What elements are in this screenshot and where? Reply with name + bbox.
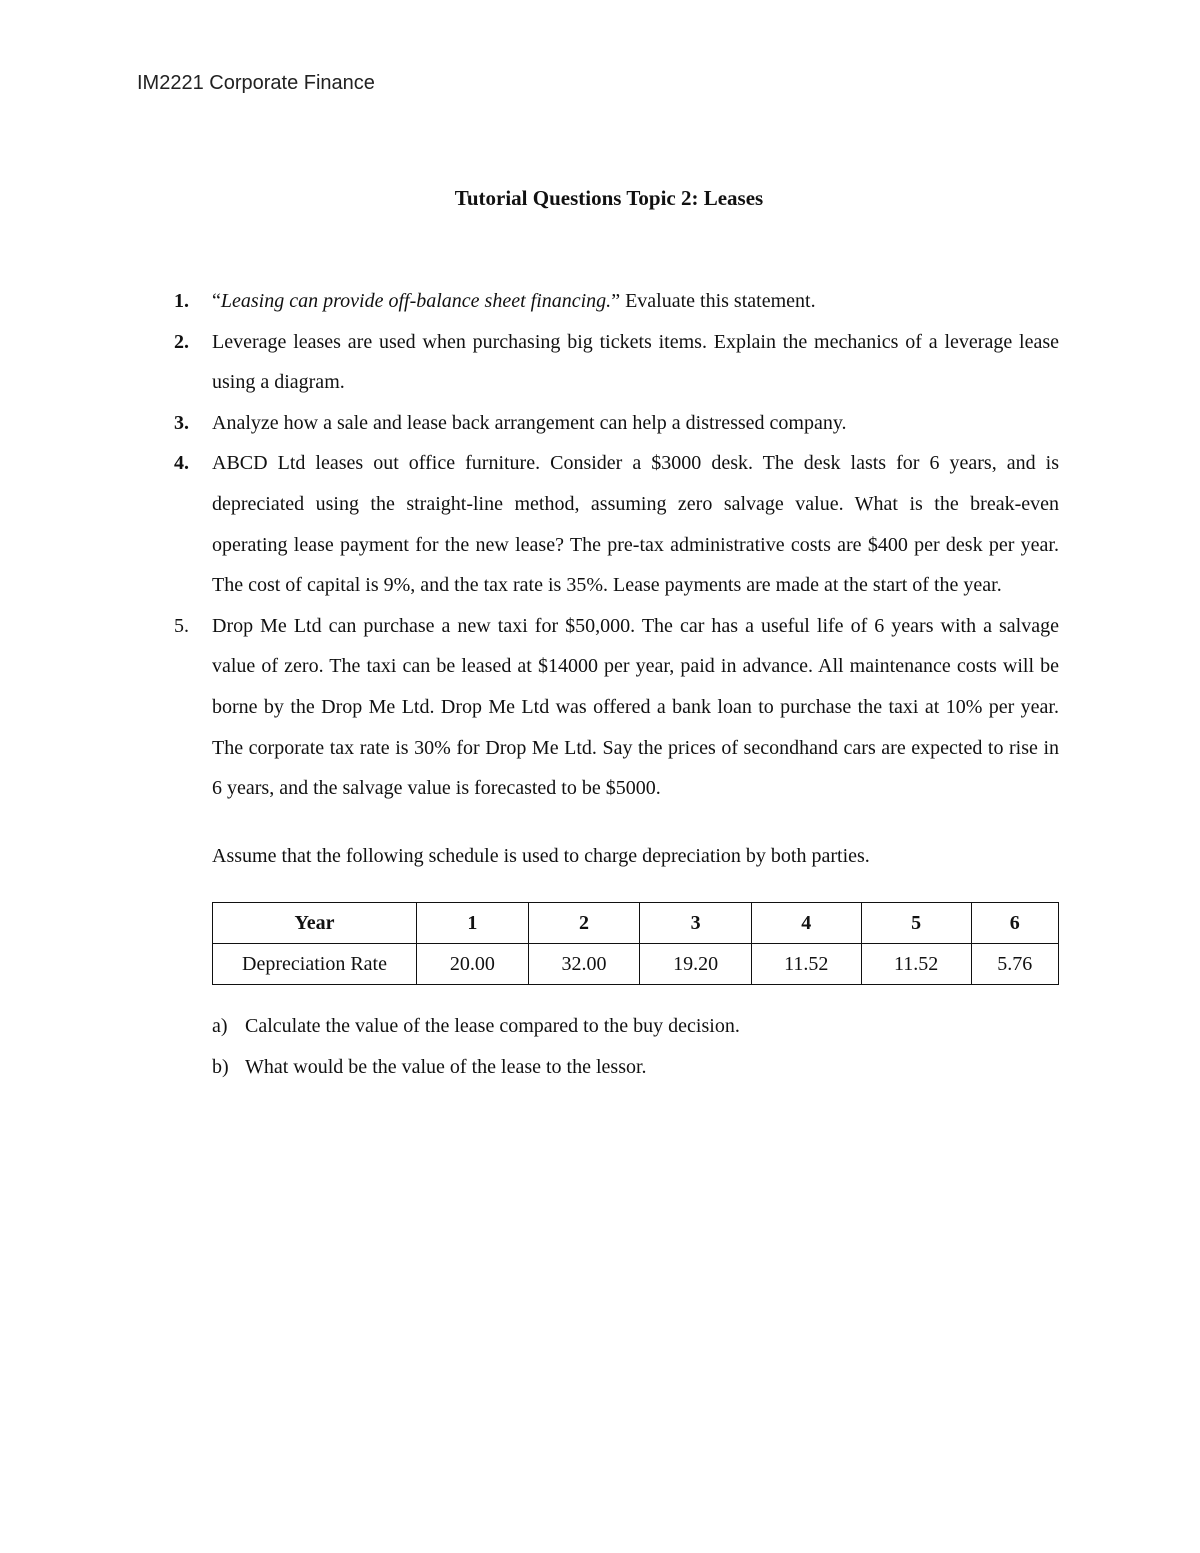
year-cell: 4 — [751, 903, 861, 944]
question-text: Leverage leases are used when purchasing big tickets items. Explain the mechanics of a leverage lease using a diagram. — [212, 330, 1059, 394]
row-label-cell: Depreciation Rate — [213, 944, 417, 985]
sub-question-text: What would be the value of the lease to the lessor. — [245, 1055, 647, 1078]
close-quote: ” — [611, 290, 621, 312]
year-cell: 1 — [417, 903, 529, 944]
question-number: 4. — [174, 452, 189, 475]
header-cell: Year — [213, 903, 417, 944]
rate-cell: 19.20 — [640, 944, 752, 985]
year-cell: 3 — [640, 903, 752, 944]
table-row — [213, 944, 1059, 985]
rate-cell: 20.00 — [417, 944, 529, 985]
year-cell: 6 — [971, 903, 1058, 944]
rate-cell: 5.76 — [971, 944, 1058, 985]
question-number: 5. — [174, 614, 189, 637]
open-quote: “ — [212, 290, 221, 312]
sub-question-b — [212, 1047, 1059, 1088]
year-cell: 2 — [528, 903, 640, 944]
sub-question-letter: b) — [212, 1055, 229, 1078]
question-text: Evaluate this statement. — [620, 290, 816, 312]
sub-question-list — [174, 1006, 1059, 1087]
question-text: Analyze how a sale and lease back arrangement can help a distressed company. — [212, 411, 847, 434]
question-5 — [174, 606, 1059, 809]
question-number: 1. — [174, 290, 189, 312]
sub-question-a — [212, 1006, 1059, 1047]
table-header-row — [213, 903, 1059, 944]
year-cell: 5 — [861, 903, 971, 944]
question-4 — [174, 443, 1059, 605]
page-title: Tutorial Questions Topic 2: Leases — [454, 186, 764, 210]
rate-cell: 32.00 — [528, 944, 640, 985]
question-3 — [174, 403, 1059, 444]
rate-cell: 11.52 — [751, 944, 861, 985]
question-number: 2. — [174, 330, 189, 353]
depreciation-table — [212, 902, 1059, 985]
assumption-text: Assume that the following schedule is used to charge depreciation by both parties. — [212, 844, 870, 867]
quoted-statement: Leasing can provide off-balance sheet financing. — [220, 290, 612, 312]
question-1 — [174, 281, 1059, 322]
sub-question-text: Calculate the value of the lease compared to the buy decision. — [245, 1015, 740, 1038]
sub-question-letter: a) — [212, 1015, 228, 1038]
rate-cell: 11.52 — [861, 944, 971, 985]
question-text: ABCD Ltd leases out office furniture. Consider a $3000 desk. The desk lasts for 6 years, and is depreciated using the straight-line method, assuming zero salvage value. What is the break-even operating lease payment for the new lease? The pre-tax administrative costs are $400 per desk per year. The cost of capital is 9%, and the tax rate is 35%. Lease payments are made at the start of the year. — [212, 452, 1059, 597]
question-text: Drop Me Ltd can purchase a new taxi for $50,000. The car has a useful life of 6 years with a salvage value of zero. The taxi can be leased at $14000 per year, paid in advance. All maintenance costs will be borne by the Drop Me Ltd. Drop Me Ltd was offered a bank loan to purchase the taxi at 10% per year. The corporate tax rate is 30% for Drop Me Ltd. Say the prices of secondhand cars are expected to rise in 6 years, and the salvage value is forecasted to be $5000. — [212, 614, 1059, 800]
question-list — [174, 281, 1059, 1088]
question-2 — [174, 322, 1059, 403]
course-header: IM2221 Corporate Finance — [137, 72, 375, 94]
question-number: 3. — [174, 411, 189, 434]
